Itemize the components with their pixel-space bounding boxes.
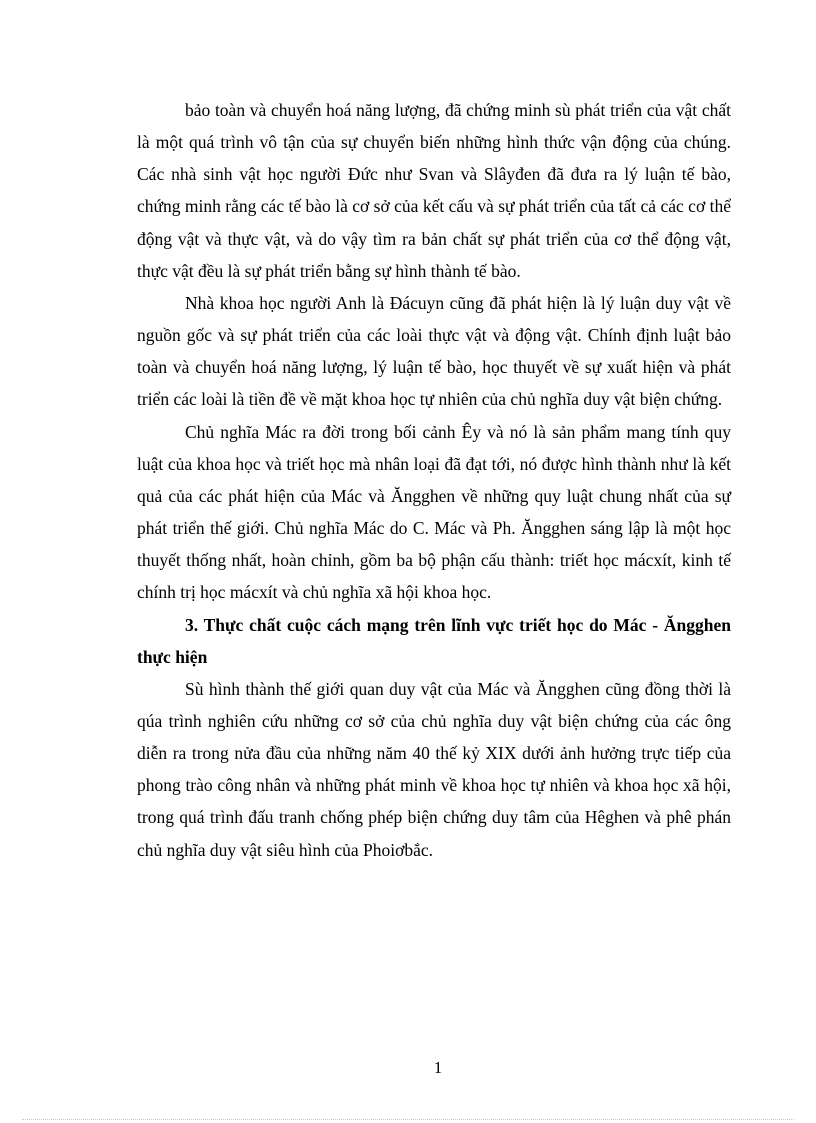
section-heading-3: 3. Thực chất cuộc cách mạng trên lĩnh vực triết học do Mác - Ăngghen thực hiện xyxy=(137,614,731,667)
paragraph-marxism-birth: Chủ nghĩa Mác ra đời trong bối cảnh Êy và nó là sản phẩm mang tính quy luật của khoa học và triết học mà nhân loại đã đạt tới, nó được hình thành như là kết quả của các phát hiện của Mác và Ăngghen về những quy luật chung nhất của sự phát triển thế giới. Chủ nghĩa Mác do C. Mác và Ph. Ăngghen sáng lập là một học thuyết thống nhất, hoàn chỉnh, gồm ba bộ phận cấu thành: triết học mácxít, kinh tế chính trị học mácxít và chủ nghĩa xã hội khoa học. xyxy=(137,421,731,603)
paragraph-worldview-formation: Sù hình thành thế giới quan duy vật của Mác và Ăngghen cũng đồng thời là qúa trình nghiên cứu những cơ sở của chủ nghĩa duy vật biện chứng của các ông diễn ra trong nửa đầu của những năm 40 thế kỷ XIX dưới ảnh hưởng trực tiếp của phong trào công nhân và những phát minh về khoa học tự nhiên và khoa học xã hội, trong quá trình đấu tranh chống phép biện chứng duy tâm của Hêghen và phê phán chủ nghĩa duy vật siêu hình của Phoiơbắc. xyxy=(137,678,731,860)
paragraph-darwin: Nhà khoa học người Anh là Đácuyn cũng đã phát hiện là lý luận duy vật về nguồn gốc và sự phát triển của các loài thực vật và động vật. Chính định luật bảo toàn và chuyển hoá năng lượng, lý luận tế bào, học thuyết về sự xuất hiện và phát triển các loài là tiền đề về mặt khoa học tự nhiên của chủ nghĩa duy vật biện chứng. xyxy=(137,292,731,410)
document-body xyxy=(137,94,731,866)
paragraph-conservation-energy: bảo toàn và chuyển hoá năng lượng, đã chứng minh sù phát triển của vật chất là một quá trình vô tận của sự chuyển biến những hình thức vận động của chúng. Các nhà sinh vật học người Đức như Svan và Slâyđen đã đưa ra lý luận tế bào, chứng minh rằng các tế bào là cơ sở của kết cấu và sự phát triển của tất cả các cơ thể động vật và thực vật, và do vậy tìm ra bản chất sự phát triển của cơ thể động vật, thực vật đều là sự phát triển bằng sự hình thành tế bào. xyxy=(137,100,731,281)
page-bottom-divider xyxy=(22,1119,794,1120)
page-number: 1 xyxy=(433,1058,443,1077)
